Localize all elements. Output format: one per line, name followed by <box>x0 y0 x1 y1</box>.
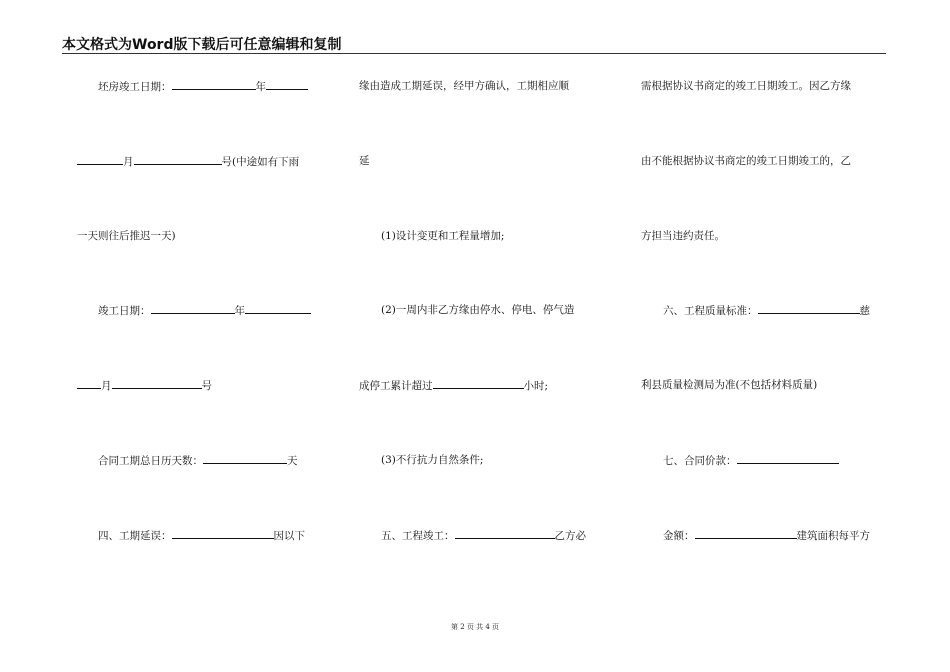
col1-line-4 <box>98 304 311 317</box>
days-unit: 天 <box>287 455 298 467</box>
rough-house-year-blank <box>172 80 256 90</box>
delay-blank <box>172 529 274 539</box>
col3-line-7 <box>663 529 870 542</box>
rough-house-month-blank <box>266 80 308 90</box>
outage-label: 成停工累计超过 <box>359 380 433 392</box>
col1-line-7 <box>98 529 305 542</box>
col1-line-6 <box>98 454 298 467</box>
col1-line-2 <box>77 155 299 168</box>
delay-text: 因以下 <box>273 530 305 542</box>
header-divider <box>62 53 886 54</box>
amount-text: 建筑面积每平方 <box>796 530 870 542</box>
col3-line-6 <box>663 454 839 467</box>
contract-price-label: 七、合同价款： <box>663 455 737 467</box>
col2-line-7 <box>381 529 586 542</box>
day-blank <box>134 155 222 165</box>
contract-price-blank <box>737 454 839 464</box>
col3-line-4 <box>663 304 870 317</box>
hours-unit: 小时; <box>523 380 549 392</box>
document-header-title: 本文格式为Word版下载后可任意编辑和复制 <box>62 37 342 53</box>
col3-line-1: 需根据协议书商定的竣工日期竣工。因乙方缘 <box>641 80 851 92</box>
page-number-footer: 第 2 页 共 4 页 <box>450 623 500 631</box>
col1-line-1 <box>98 80 308 93</box>
col1-line-5 <box>77 379 212 392</box>
col2-line-2: 延 <box>359 155 370 167</box>
col2-line-5 <box>359 379 548 392</box>
total-days-blank <box>203 454 287 464</box>
month-blank <box>77 155 123 165</box>
completion-year-blank <box>151 304 235 314</box>
quality-standard-blank <box>758 304 860 314</box>
completion-month-label: 月 <box>101 380 112 392</box>
completion-day-blank <box>112 379 202 389</box>
col2-line-4: (2)一周内非乙方缘由停水、停电、停气造 <box>381 304 575 316</box>
completion-section-label: 五、工程竣工： <box>381 530 455 542</box>
year-label: 年 <box>255 81 266 93</box>
completion-date-label: 竣工日期： <box>98 305 151 317</box>
completion-text: 乙方必 <box>554 530 586 542</box>
month-label: 月 <box>123 156 134 168</box>
completion-month-blank <box>245 304 311 314</box>
amount-blank <box>695 529 797 539</box>
col3-line-2: 由不能根据协议书商定的竣工日期竣工的，乙 <box>641 155 851 167</box>
completion-year-label: 年 <box>234 305 245 317</box>
total-days-label: 合同工期总日历天数： <box>98 455 203 467</box>
completion-day-label: 号 <box>201 380 212 392</box>
rough-house-completion-label: 坯房竣工日期： <box>98 81 172 93</box>
delay-section-label: 四、工期延误： <box>98 530 172 542</box>
col3-line-5: 利县质量检测局为准(不包括材料质量) <box>641 379 818 391</box>
col1-line-3: 一天则往后推迟一天) <box>77 230 176 242</box>
outage-hours-blank <box>433 379 524 389</box>
completion-blank <box>455 529 555 539</box>
col3-line-3: 方担当违约责任。 <box>641 230 725 242</box>
rain-delay-text: 号(中途如有下雨 <box>221 156 300 168</box>
quality-standard-text: 慈 <box>859 305 870 317</box>
col2-line-3: (1)设计变更和工程量增加; <box>381 230 505 242</box>
completion-month-blank-2 <box>77 379 101 389</box>
amount-label: 金额： <box>663 530 695 542</box>
quality-standard-label: 六、工程质量标准： <box>663 305 758 317</box>
col2-line-1: 缘由造成工期延误，经甲方确认，工期相应顺 <box>359 80 569 92</box>
col2-line-6: (3)不行抗力自然条件; <box>381 454 484 466</box>
